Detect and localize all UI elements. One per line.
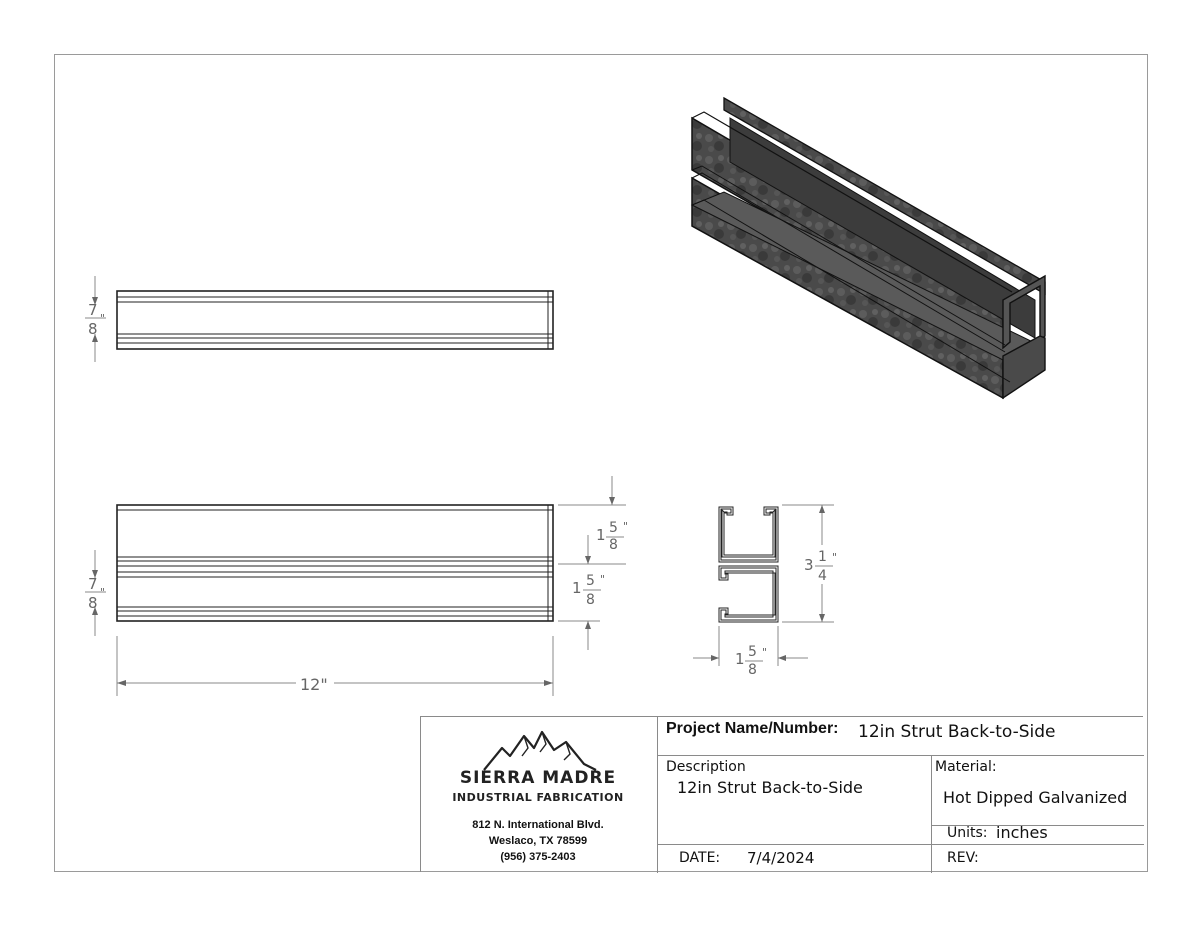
section-view bbox=[719, 507, 778, 622]
dim-ch2-unit: " bbox=[600, 573, 606, 586]
dim-top-num: 7 bbox=[88, 301, 98, 319]
company-phone: (956) 375-2403 bbox=[500, 851, 576, 863]
dim-top-den: 8 bbox=[88, 320, 98, 338]
front-view bbox=[117, 505, 553, 621]
dim-ch1-whole: 1 bbox=[596, 526, 606, 544]
company-address-line2: Weslaco, TX 78599 bbox=[488, 835, 588, 847]
description-value: 12in Strut Back-to-Side bbox=[677, 778, 863, 797]
dim-ch2-den: 8 bbox=[586, 592, 595, 608]
dim-lip-den: 8 bbox=[88, 594, 98, 612]
units-label: Units: bbox=[947, 825, 988, 841]
company-address-line1: 812 N. International Blvd. bbox=[472, 819, 604, 831]
top-view bbox=[117, 291, 553, 349]
company-logo-block bbox=[420, 716, 656, 872]
date-label: DATE: bbox=[679, 850, 721, 866]
dimension-front-channels bbox=[558, 476, 628, 650]
dimension-section-height bbox=[782, 505, 837, 622]
dim-sec-w-unit: " bbox=[762, 646, 768, 659]
dim-length: 12" bbox=[300, 675, 328, 694]
description-label: Description bbox=[666, 759, 746, 775]
dim-ch2-num: 5 bbox=[586, 573, 595, 589]
dim-sec-h-unit: " bbox=[832, 551, 838, 564]
material-value: Hot Dipped Galvanized bbox=[943, 788, 1128, 807]
dimension-section-width bbox=[693, 626, 808, 678]
dimension-length bbox=[117, 636, 553, 696]
dim-sec-w-num: 5 bbox=[748, 644, 757, 660]
dim-top-unit: " bbox=[100, 312, 106, 325]
dimension-front-lip bbox=[85, 550, 106, 636]
project-name-value: 12in Strut Back-to-Side bbox=[858, 722, 1056, 742]
material-label: Material: bbox=[935, 759, 997, 775]
dim-ch2-whole: 1 bbox=[572, 579, 582, 597]
units-value: inches bbox=[996, 823, 1048, 842]
dim-lip-unit: " bbox=[100, 586, 106, 599]
dimension-top-view-height bbox=[85, 276, 106, 362]
date-value: 7/4/2024 bbox=[747, 849, 815, 867]
rev-label: REV: bbox=[947, 850, 979, 866]
company-name: SIERRA MADRE bbox=[459, 768, 617, 788]
dim-sec-w-den: 8 bbox=[748, 662, 757, 678]
company-subtitle: INDUSTRIAL FABRICATION bbox=[452, 791, 624, 804]
dim-sec-h-num: 1 bbox=[818, 549, 827, 565]
dim-ch1-unit: " bbox=[623, 520, 629, 533]
mountain-logo-icon bbox=[480, 726, 600, 774]
dim-ch1-den: 8 bbox=[609, 537, 618, 553]
project-name-label: Project Name/Number: bbox=[666, 720, 839, 737]
dim-sec-w-whole: 1 bbox=[735, 650, 745, 668]
dim-sec-h-whole: 3 bbox=[804, 556, 814, 574]
dim-sec-h-den: 4 bbox=[818, 568, 827, 584]
dim-ch1-num: 5 bbox=[609, 520, 618, 536]
isometric-view bbox=[692, 98, 1045, 398]
dim-lip-num: 7 bbox=[88, 575, 98, 593]
